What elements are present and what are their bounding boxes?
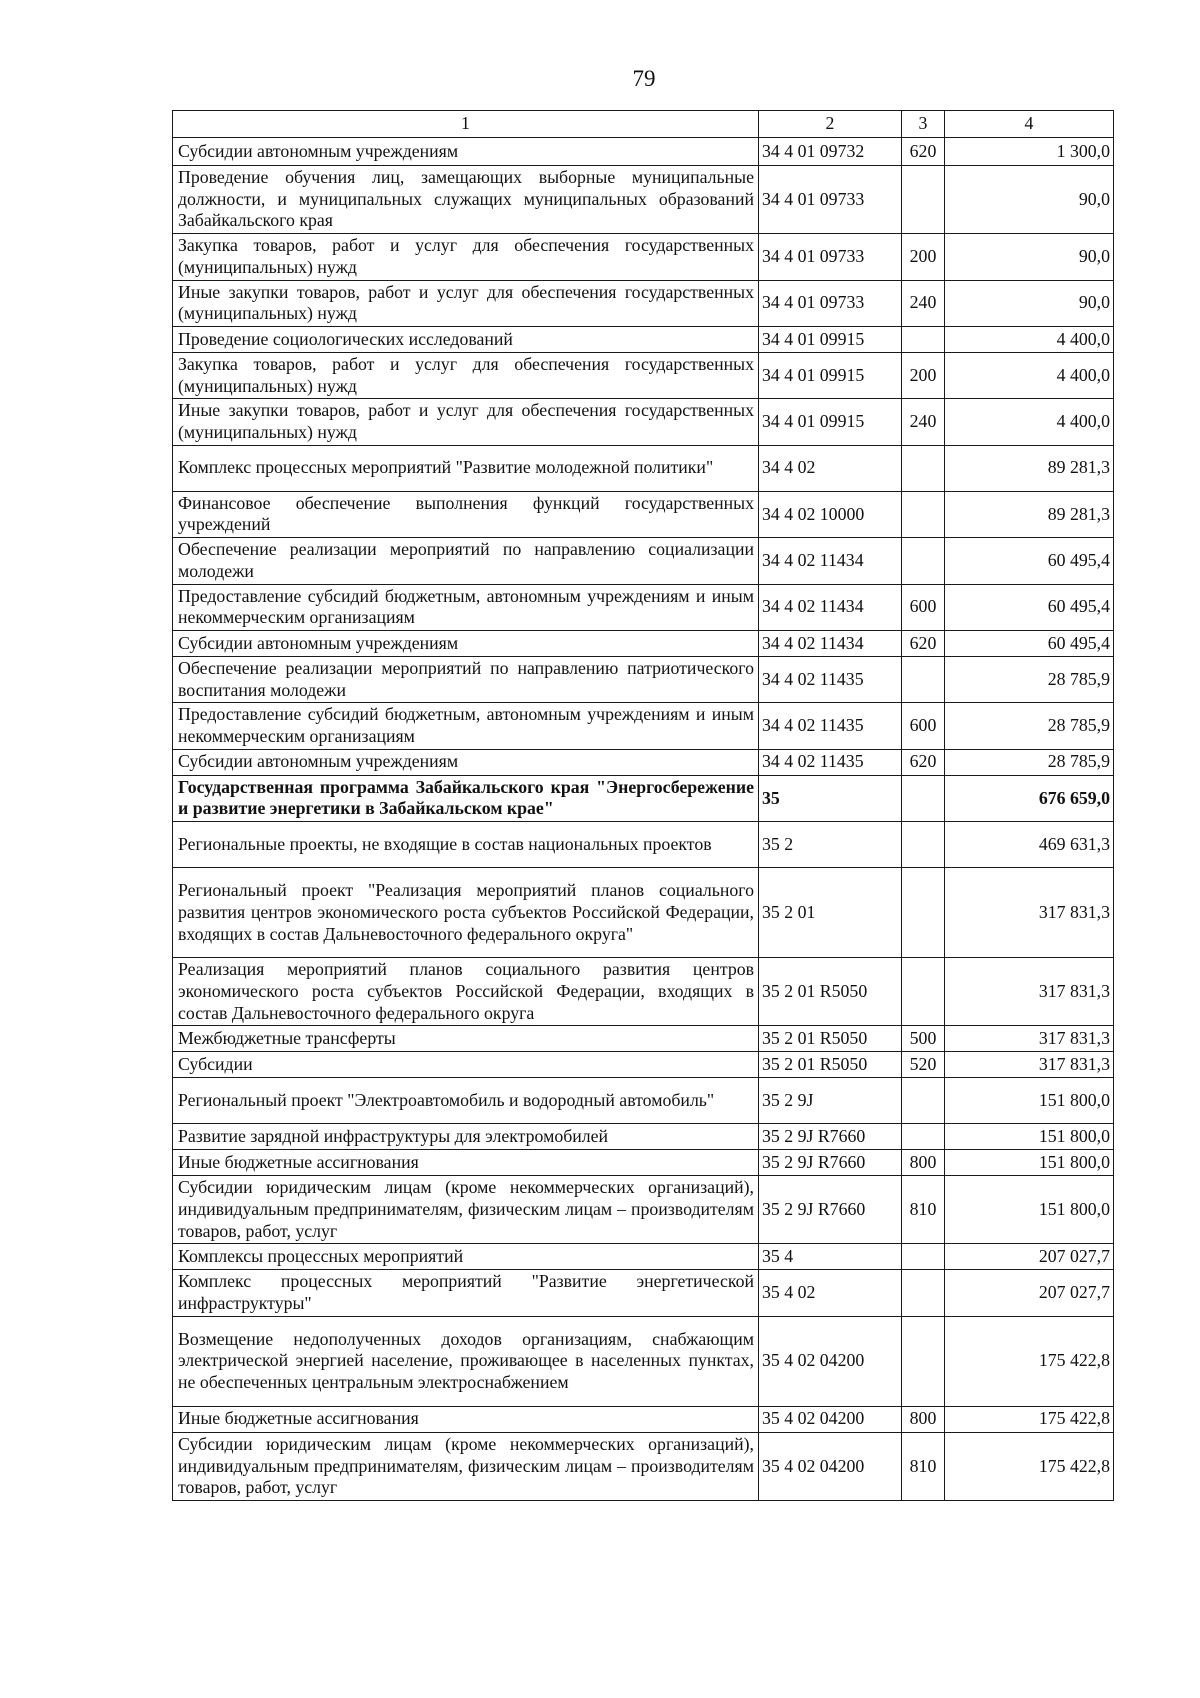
row-name-cell: Закупка товаров, работ и услуг для обеспечения государственных (муниципальных) нужд <box>173 352 759 398</box>
row-code-cell: 34 4 01 09915 <box>759 326 902 352</box>
row-code-cell: 34 4 01 09915 <box>759 352 902 398</box>
table-row <box>173 868 1114 958</box>
row-code-cell: 34 4 02 11434 <box>759 538 902 584</box>
row-code-cell: 35 4 02 04200 <box>759 1316 902 1406</box>
row-type-cell <box>902 1078 945 1124</box>
row-amount-cell: 151 800,0 <box>945 1124 1114 1150</box>
row-amount-cell: 89 281,3 <box>945 491 1114 537</box>
table-header-row <box>173 111 1114 138</box>
table-row <box>173 138 1114 166</box>
row-name-cell: Иные бюджетные ассигнования <box>173 1406 759 1432</box>
row-name-cell: Развитие зарядной инфраструктуры для электромобилей <box>173 1124 759 1150</box>
row-name-cell: Региональный проект "Электроавтомобиль и водородный автомобиль" <box>173 1078 759 1124</box>
row-type-cell <box>902 445 945 491</box>
row-amount-cell: 4 400,0 <box>945 352 1114 398</box>
row-type-cell <box>902 1244 945 1270</box>
row-amount-cell: 60 495,4 <box>945 630 1114 656</box>
row-name-cell: Иные закупки товаров, работ и услуг для обеспечения государственных (муниципальных) нужд <box>173 399 759 445</box>
row-type-cell <box>902 326 945 352</box>
row-type-cell: 600 <box>902 703 945 749</box>
row-type-cell <box>902 538 945 584</box>
row-code-cell: 35 2 01 <box>759 868 902 958</box>
row-name-cell: Предоставление субсидий бюджетным, автономным учреждениям и иным некоммерческим организациям <box>173 584 759 630</box>
row-code-cell: 34 4 01 09733 <box>759 166 902 234</box>
table-row <box>173 538 1114 584</box>
table-row <box>173 399 1114 445</box>
table-row <box>173 656 1114 702</box>
row-amount-cell: 151 800,0 <box>945 1176 1114 1244</box>
row-type-cell: 620 <box>902 138 945 166</box>
table-row <box>173 1270 1114 1316</box>
table-row <box>173 1078 1114 1124</box>
budget-table <box>172 110 1114 1501</box>
row-code-cell: 34 4 02 10000 <box>759 491 902 537</box>
row-code-cell: 34 4 01 09915 <box>759 399 902 445</box>
row-code-cell: 35 4 02 04200 <box>759 1406 902 1432</box>
table-row <box>173 234 1114 280</box>
row-code-cell: 34 4 02 11434 <box>759 584 902 630</box>
table-row <box>173 822 1114 868</box>
table-row <box>173 445 1114 491</box>
row-name-cell: Субсидии автономным учреждениям <box>173 749 759 775</box>
row-amount-cell: 1 300,0 <box>945 138 1114 166</box>
row-code-cell: 35 4 <box>759 1244 902 1270</box>
table-row <box>173 749 1114 775</box>
row-type-cell <box>902 1124 945 1150</box>
row-code-cell: 35 2 9J R7660 <box>759 1124 902 1150</box>
row-type-cell <box>902 656 945 702</box>
row-amount-cell: 28 785,9 <box>945 703 1114 749</box>
row-name-cell: Субсидии <box>173 1052 759 1078</box>
row-code-cell: 34 4 02 11434 <box>759 630 902 656</box>
row-amount-cell: 90,0 <box>945 280 1114 326</box>
row-type-cell: 600 <box>902 584 945 630</box>
row-amount-cell: 175 422,8 <box>945 1316 1114 1406</box>
row-amount-cell: 4 400,0 <box>945 326 1114 352</box>
row-name-cell: Субсидии юридическим лицам (кроме некоммерческих организаций), индивидуальным предпринимателям, физическим лицам – производителям товаров, работ, услуг <box>173 1432 759 1500</box>
table-row <box>173 775 1114 821</box>
table-row <box>173 352 1114 398</box>
row-code-cell: 34 4 01 09733 <box>759 280 902 326</box>
row-name-cell: Иные закупки товаров, работ и услуг для обеспечения государственных (муниципальных) нужд <box>173 280 759 326</box>
row-amount-cell: 28 785,9 <box>945 749 1114 775</box>
row-code-cell: 35 2 01 R5050 <box>759 958 902 1026</box>
row-type-cell: 810 <box>902 1176 945 1244</box>
page-number: 79 <box>632 66 656 91</box>
row-name-cell: Предоставление субсидий бюджетным, автономным учреждениям и иным некоммерческим организациям <box>173 703 759 749</box>
row-name-cell: Субсидии юридическим лицам (кроме некоммерческих организаций), индивидуальным предпринимателям, физическим лицам – производителям товаров, работ, услуг <box>173 1176 759 1244</box>
row-amount-cell: 4 400,0 <box>945 399 1114 445</box>
row-code-cell: 35 4 02 <box>759 1270 902 1316</box>
row-name-cell: Реализация мероприятий планов социального развития центров экономического роста субъектов Российской Федерации, входящих в состав Дальневосточного федерального округа <box>173 958 759 1026</box>
table-row <box>173 1406 1114 1432</box>
row-amount-cell: 60 495,4 <box>945 584 1114 630</box>
header-col-3: 3 <box>902 111 945 138</box>
row-amount-cell: 207 027,7 <box>945 1270 1114 1316</box>
row-type-cell <box>902 491 945 537</box>
row-amount-cell: 317 831,3 <box>945 1026 1114 1052</box>
row-amount-cell: 60 495,4 <box>945 538 1114 584</box>
row-amount-cell: 151 800,0 <box>945 1078 1114 1124</box>
row-amount-cell: 89 281,3 <box>945 445 1114 491</box>
row-name-cell: Возмещение недополученных доходов организациям, снабжающим электрической энергией население, проживающее в населенных пунктах, не обеспеченных центральным электроснабжением <box>173 1316 759 1406</box>
row-type-cell <box>902 1270 945 1316</box>
table-row <box>173 491 1114 537</box>
row-code-cell: 34 4 02 <box>759 445 902 491</box>
row-name-cell: Субсидии автономным учреждениям <box>173 630 759 656</box>
row-name-cell: Региональный проект "Реализация мероприятий планов социального развития центров экономического роста субъектов Российской Федерации, входящих в состав Дальневосточного федерального округа" <box>173 868 759 958</box>
row-code-cell: 35 2 9J R7660 <box>759 1176 902 1244</box>
table-row <box>173 703 1114 749</box>
row-code-cell: 35 2 9J <box>759 1078 902 1124</box>
row-type-cell: 240 <box>902 280 945 326</box>
row-name-cell: Финансовое обеспечение выполнения функций государственных учреждений <box>173 491 759 537</box>
row-name-cell: Иные бюджетные ассигнования <box>173 1150 759 1176</box>
row-type-cell <box>902 166 945 234</box>
row-code-cell: 35 2 01 R5050 <box>759 1026 902 1052</box>
row-code-cell: 35 2 01 R5050 <box>759 1052 902 1078</box>
table-row <box>173 1052 1114 1078</box>
row-name-cell: Региональные проекты, не входящие в состав национальных проектов <box>173 822 759 868</box>
row-type-cell: 620 <box>902 749 945 775</box>
row-name-cell: Комплексы процессных мероприятий <box>173 1244 759 1270</box>
header-col-2: 2 <box>759 111 902 138</box>
table-row <box>173 584 1114 630</box>
table-row <box>173 1176 1114 1244</box>
header-col-4: 4 <box>945 111 1114 138</box>
table-body <box>173 138 1114 1501</box>
table-row <box>173 166 1114 234</box>
row-code-cell: 35 2 9J R7660 <box>759 1150 902 1176</box>
header-col-1: 1 <box>173 111 759 138</box>
row-type-cell: 240 <box>902 399 945 445</box>
table-row <box>173 280 1114 326</box>
table-row <box>173 1124 1114 1150</box>
row-code-cell: 34 4 02 11435 <box>759 749 902 775</box>
row-name-cell: Проведение социологических исследований <box>173 326 759 352</box>
row-amount-cell: 317 831,3 <box>945 958 1114 1026</box>
row-amount-cell: 317 831,3 <box>945 868 1114 958</box>
row-name-cell: Субсидии автономным учреждениям <box>173 138 759 166</box>
row-code-cell: 34 4 01 09733 <box>759 234 902 280</box>
row-name-cell: Межбюджетные трансферты <box>173 1026 759 1052</box>
row-name-cell: Обеспечение реализации мероприятий по направлению социализации молодежи <box>173 538 759 584</box>
row-amount-cell: 175 422,8 <box>945 1406 1114 1432</box>
row-type-cell: 500 <box>902 1026 945 1052</box>
row-amount-cell: 151 800,0 <box>945 1150 1114 1176</box>
row-name-cell: Обеспечение реализации мероприятий по направлению патриотического воспитания молодежи <box>173 656 759 702</box>
row-code-cell: 34 4 02 11435 <box>759 703 902 749</box>
row-type-cell <box>902 1316 945 1406</box>
row-amount-cell: 90,0 <box>945 166 1114 234</box>
row-amount-cell: 317 831,3 <box>945 1052 1114 1078</box>
row-type-cell: 810 <box>902 1432 945 1500</box>
row-name-cell: Комплекс процессных мероприятий "Развитие энергетической инфраструктуры" <box>173 1270 759 1316</box>
row-type-cell: 800 <box>902 1406 945 1432</box>
row-name-cell: Закупка товаров, работ и услуг для обеспечения государственных (муниципальных) нужд <box>173 234 759 280</box>
row-type-cell <box>902 822 945 868</box>
row-type-cell: 200 <box>902 352 945 398</box>
row-amount-cell: 90,0 <box>945 234 1114 280</box>
row-amount-cell: 175 422,8 <box>945 1432 1114 1500</box>
table-row <box>173 1432 1114 1500</box>
table-row <box>173 630 1114 656</box>
row-type-cell <box>902 868 945 958</box>
row-type-cell <box>902 958 945 1026</box>
table-row <box>173 1316 1114 1406</box>
row-name-cell: Проведение обучения лиц, замещающих выборные муниципальные должности, и муниципальных служащих муниципальных образований Забайкальского края <box>173 166 759 234</box>
row-name-cell: Комплекс процессных мероприятий "Развитие молодежной политики" <box>173 445 759 491</box>
row-type-cell: 520 <box>902 1052 945 1078</box>
row-type-cell: 620 <box>902 630 945 656</box>
table-row <box>173 958 1114 1026</box>
row-code-cell: 34 4 02 11435 <box>759 656 902 702</box>
row-code-cell: 35 2 <box>759 822 902 868</box>
row-amount-cell: 676 659,0 <box>945 775 1114 821</box>
table-row <box>173 1150 1114 1176</box>
table-row <box>173 326 1114 352</box>
table-row <box>173 1244 1114 1270</box>
row-type-cell: 200 <box>902 234 945 280</box>
row-code-cell: 35 4 02 04200 <box>759 1432 902 1500</box>
row-code-cell: 35 <box>759 775 902 821</box>
row-type-cell <box>902 775 945 821</box>
row-name-cell: Государственная программа Забайкальского края "Энергосбережение и развитие энергетики в Забайкальском крае" <box>173 775 759 821</box>
row-amount-cell: 28 785,9 <box>945 656 1114 702</box>
row-code-cell: 34 4 01 09732 <box>759 138 902 166</box>
row-amount-cell: 207 027,7 <box>945 1244 1114 1270</box>
row-type-cell: 800 <box>902 1150 945 1176</box>
row-amount-cell: 469 631,3 <box>945 822 1114 868</box>
table-row <box>173 1026 1114 1052</box>
